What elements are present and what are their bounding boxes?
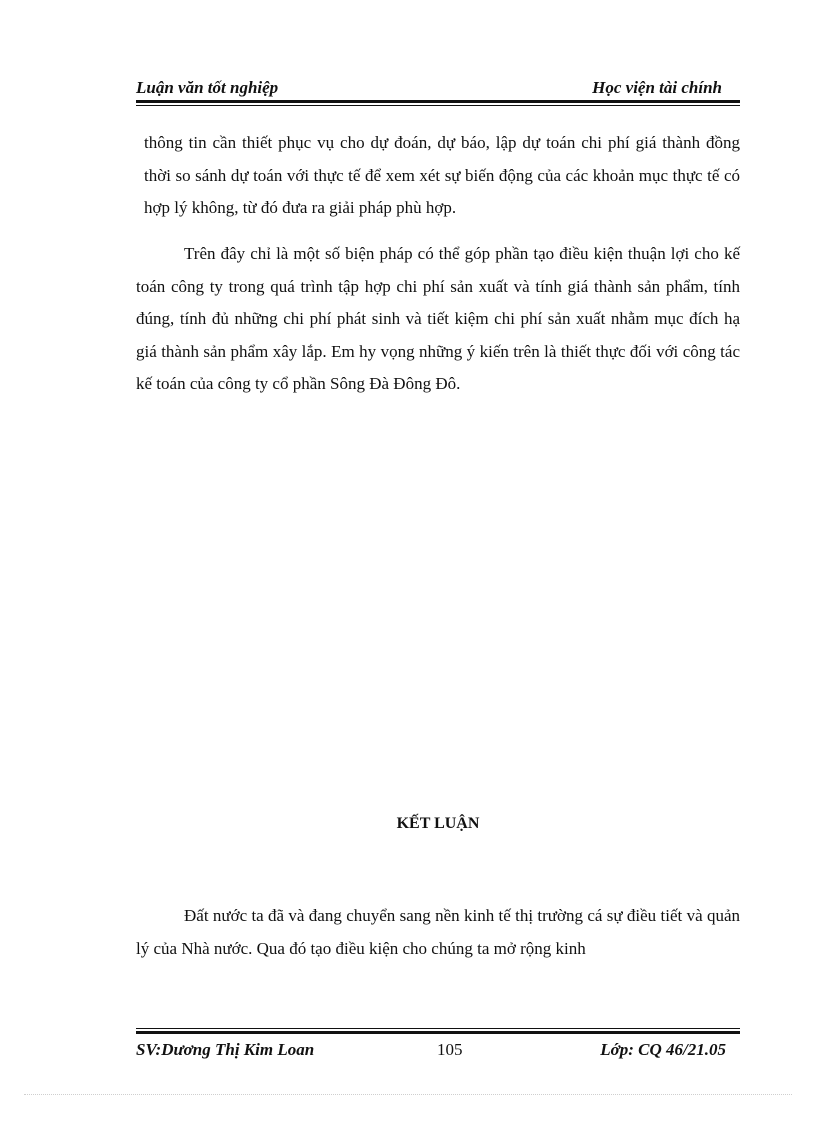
paragraph-conclusion-intro: Đất nước ta đã và đang chuyển sang nền kinh tế thị trường cá sự điều tiết và quản lý của Nhà nước. Qua đó tạo điều kiện cho chúng ta mở rộng kinh	[136, 906, 740, 958]
section-title-conclusion: KẾT LUẬN	[396, 815, 480, 832]
paragraph-measures-summary: Trên đây chỉ là một số biện pháp có thể góp phần tạo điều kiện thuận lợi cho kế toán công ty trong quá trình tập hợp chi phí sản xuất và tính giá thành sản phẩm, tính đúng, tính đủ những chi phí phát sinh và tiết kiệm chi phí sản xuất nhằm mục đích hạ giá thành sản phẩm xây lắp. Em hy vọng những ý kiến trên là thiết thực đối với công tác kế toán của công ty cổ phần Sông Đà Đông Đô.	[136, 244, 740, 393]
footer-class-code: Lớp: CQ 46/21.05	[600, 1040, 726, 1059]
page-header	[136, 78, 740, 100]
footer-rule-thin	[136, 1028, 740, 1029]
header-rule-thick	[136, 100, 740, 103]
page-number: 105	[437, 1040, 463, 1059]
header-thesis-label: Luận văn tốt nghiệp	[136, 78, 279, 97]
page-footer	[136, 1040, 740, 1062]
paragraph-continuation: thông tin cần thiết phục vụ cho dự đoán, dự báo, lập dự toán chi phí giá thành đồng thời so sánh dự toán với thực tế để xem xét sự biến động của các khoản mục thực tế có hợp lý không, từ đó đưa ra giải pháp phù hợp.	[144, 133, 740, 217]
header-institution: Học viện tài chính	[592, 78, 722, 97]
page-bottom-dotted-border	[24, 1094, 792, 1095]
header-rule-thin	[136, 105, 740, 106]
footer-student-name: SV:Dương Thị Kim Loan	[136, 1040, 315, 1059]
footer-rule-thick	[136, 1031, 740, 1034]
